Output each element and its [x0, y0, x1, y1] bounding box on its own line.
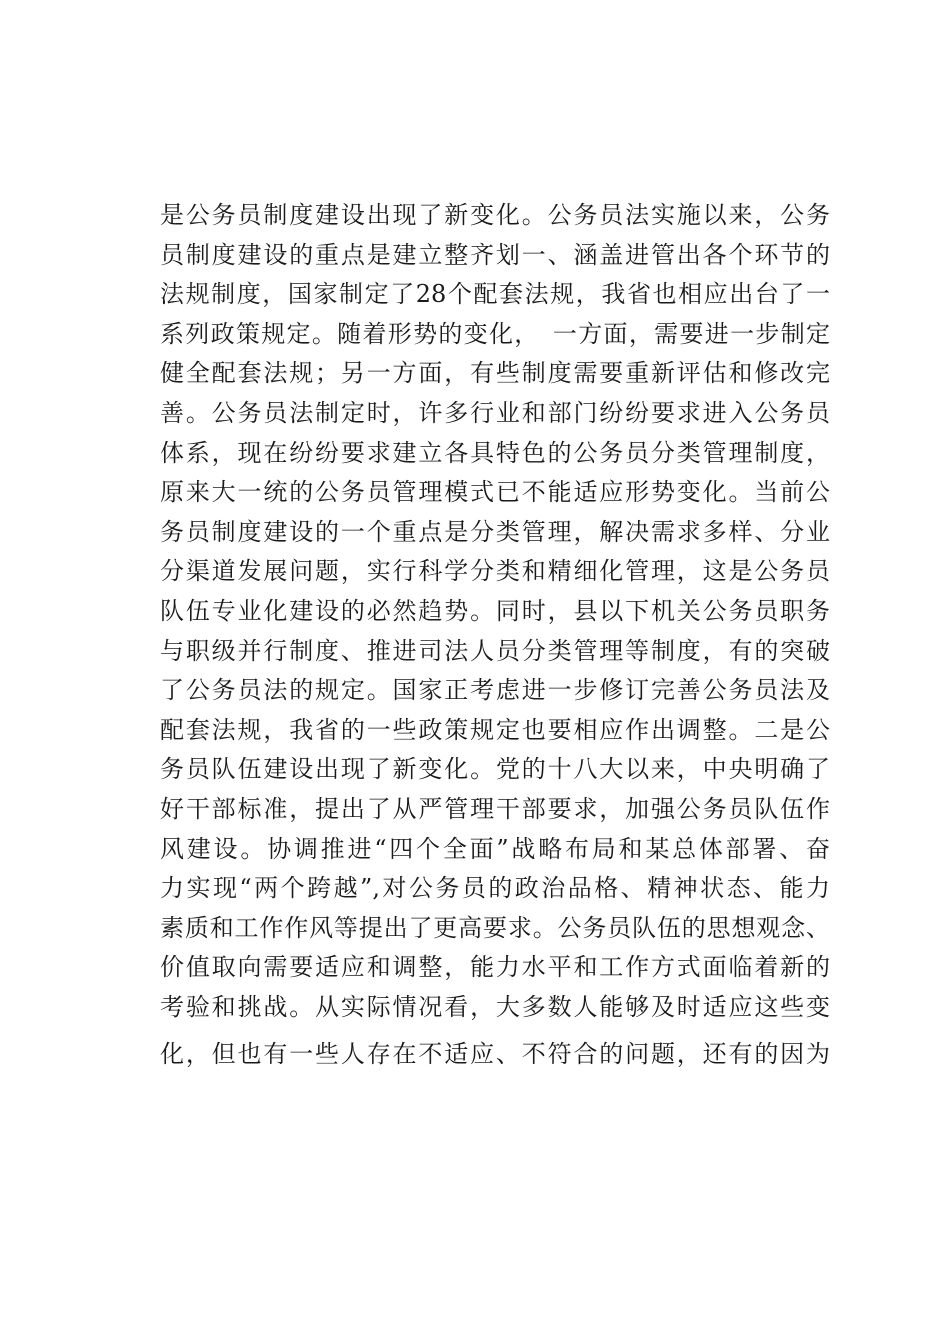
text-line-19: 素质和工作作风等提出了更高要求。公务员队伍的思想观念、: [160, 913, 830, 942]
text-line-18: 力实现“两个跨越”,对公务员的政治品格、精神状态、能力: [160, 874, 830, 903]
text-line-10: 分渠道发展问题，实行科学分类和精细化管理，这是公务员: [160, 557, 830, 586]
text-line-4: 系列政策规定。随着形势的变化， 一方面，需要进一步制定: [160, 319, 830, 348]
text-line-8: 原来大一统的公务员管理模式已不能适应形势变化。当前公: [160, 478, 830, 507]
text-line-15: 务员队伍建设出现了新变化。党的十八大以来，中央明确了: [160, 755, 830, 784]
text-line-13: 了公务员法的规定。国家正考虑进一步修订完善公务员法及: [160, 676, 830, 705]
text-line-1: 是公务员制度建设出现了新变化。公务员法实施以来，公务: [160, 201, 830, 229]
text-line-14: 配套法规，我省的一些政策规定也要相应作出调整。二是公: [160, 715, 830, 744]
text-line-3: 法规制度，国家制定了28个配套法规，我省也相应出台了一: [160, 280, 830, 309]
body-text: [160, 196, 830, 1075]
text-line-17: 风建设。协调推进“四个全面”战略布局和某总体部署、奋: [160, 834, 830, 863]
text-line-12: 与职级并行制度、推进司法人员分类管理等制度，有的突破: [160, 636, 830, 665]
text-line-2: 员制度建设的重点是建立整齐划一、涵盖进管出各个环节的: [160, 240, 830, 269]
text-line-6: 善。公务员法制定时，许多行业和部门纷纷要求进入公务员: [160, 398, 830, 427]
text-line-22: 化，但也有一些人存在不适应、不符合的问题，还有的因为: [160, 1040, 830, 1069]
text-line-7: 体系，现在纷纷要求建立各具特色的公务员分类管理制度，: [160, 438, 830, 467]
text-line-9: 务员制度建设的一个重点是分类管理，解决需求多样、分业: [160, 517, 830, 546]
text-line-20: 价值取向需要适应和调整，能力水平和工作方式面临着新的: [160, 953, 830, 982]
text-line-5: 健全配套法规；另一方面，有些制度需要重新评估和修改完: [160, 359, 830, 388]
text-line-21: 考验和挑战。从实际情况看，大多数人能够及时适应这些变: [160, 992, 830, 1021]
text-line-16: 好干部标准，提出了从严管理干部要求，加强公务员队伍作: [160, 794, 830, 823]
text-line-11: 队伍专业化建设的必然趋势。同时，县以下机关公务员职务: [160, 596, 830, 625]
